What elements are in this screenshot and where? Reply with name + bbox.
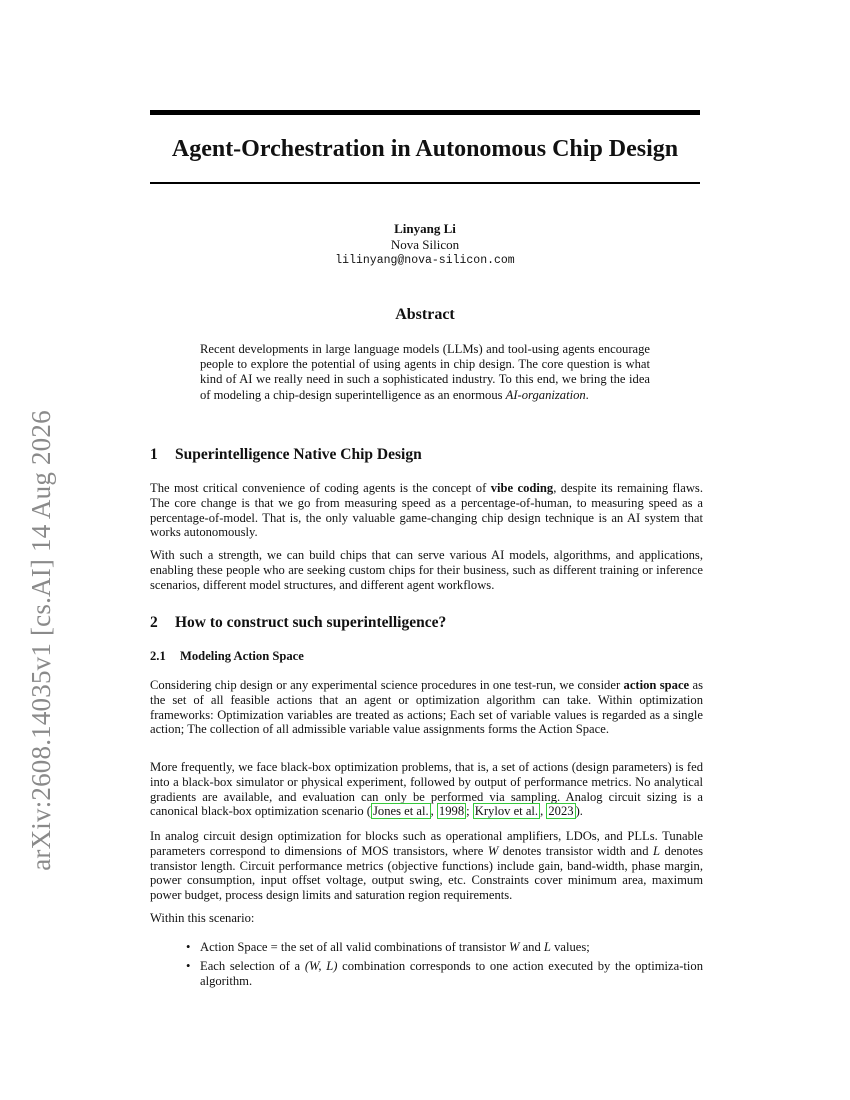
citation-link[interactable]: Jones et al. [373,804,429,819]
abstract-body [200,342,650,403]
title-top-rule [150,110,700,115]
section-2-paragraph-3 [150,829,703,903]
abstract-text: Recent developments in large language models (LLMs) and tool-using agents encourage people to explore the potential of using agents in chip design. The core question is what kind of AI we really need in such a sophisticated industry. To this end, we bring the idea of modeling a chip-design superintelligence as an enormous [200,342,650,402]
text-run: More frequently, we face black-box optimization problems, that is, a set of actions (design parameters) is fed into a black-box simulator or physical experiment, followed by output of performance metrics. No analytical gradients are available, and evaluation can only be performed via sampling. Analog circuit sizing is a canonical black-box optimization scenario ( [150,760,703,819]
math-variable: (W, L) [304,958,338,973]
math-variable: W [487,843,499,858]
section-number: 1 [150,446,158,463]
text-run: as the set of all feasible actions that an agent or optimization algorithm can take. Within optimization frameworks: Optimization variables are treated as actions; Each set of variable values is regarded as a single action; The collection of all admissible variable value assignments forms the Action Space. [150,678,703,737]
text-run: denotes transistor length. Circuit performance metrics (objective functions) include gain, band-width, phase margin, power consumption, input offset voltage, output swing, etc. Constraints cover minimum area, maximum power budget, process design limits and saturation region requirements. [150,843,703,903]
section-1-paragraph-1 [150,481,703,540]
section-2-paragraph-4: Within this scenario: [150,911,255,925]
author-name: Linyang Li [394,221,456,236]
section-1-paragraph-2: With such a strength, we can build chips that can serve various AI models, algorithms, and applications, enabling these people who are seeking custom chips for their business, such as different training or inference scenarios, different model structures, and different agent workflows. [150,548,703,592]
text-run: denotes transistor width and [498,843,654,858]
text-run: Considering chip design or any experimental science procedures in one test-run, we consider [150,678,624,692]
section-2-heading [150,614,446,632]
text-run: Each selection of a [200,958,305,973]
text-run: values; [550,940,590,954]
subsection-title: Modeling Action Space [180,649,304,663]
section-2-paragraph-1 [150,678,703,737]
section-title: Superintelligence Native Chip Design [175,446,422,463]
bold-term: action space [623,678,690,692]
citation-link[interactable]: 2023 [548,804,574,819]
text-run: combination corresponds to one action executed by the optimiza-tion algorithm. [200,958,703,988]
author-affiliation: Nova Silicon [390,237,460,252]
text-run: Action Space = the set of all valid combinations of transistor [200,940,509,954]
citation-link[interactable]: Krylov et al. [474,804,539,819]
bullet-list [183,940,703,992]
list-item [183,959,703,989]
text-run: The most critical convenience of coding agents is the concept of [150,481,491,495]
text-run: and [519,940,544,954]
list-item [183,940,703,955]
author-block [150,221,700,269]
citation-link[interactable]: 1998 [438,804,465,819]
section-1-heading [150,446,422,464]
text-run: , despite its remaining flaws. The core change is that we go from measuring speed as a percentage-of-human, to measuring speed as a percentage-of-model. That is, the only valuable game-changing chip design technique is an AI system that works autonomously. [150,481,703,540]
bold-term: vibe coding [490,481,554,495]
arxiv-identifier: arXiv:2608.14035v1 [cs.AI] 14 Aug 2026 [25,409,56,871]
section-title: How to construct such superintelligence? [175,614,447,631]
subsection-2-1-heading [150,649,304,664]
abstract-heading: Abstract [395,306,455,323]
abstract-end: . [585,387,589,402]
section-number: 2 [150,614,158,631]
bullet-icon: • [186,958,191,973]
arxiv-side-stamp [19,398,63,882]
text-run: In analog circuit design optimization for blocks such as operational amplifiers, LDOs, and PLLs. Tunable parameters correspond to dimensions of MOS transistors, where [150,829,703,858]
paper-title: Agent-Orchestration in Autonomous Chip Design [171,136,679,162]
bullet-icon: • [186,940,191,954]
text-run: ). [575,804,583,819]
abstract-emphasis: AI-organization [505,387,586,402]
section-2-paragraph-2: More frequently, we face black-box optimization problems, that is, a set of actions (design parameters) is fed into a black-box simulator or physical experiment, followed by output of performance metrics. No analytical gradients are available, and evaluation can only be performed via sampling. Analog circuit sizing is a canonical black-box optimization scenario ( Jones et al. , 1998 ; Krylov et al. , 2023 ). [150,760,703,819]
title-bottom-rule [150,182,700,184]
math-variable: L [653,843,661,858]
author-email: lilinyang@nova-silicon.com [335,254,515,267]
subsection-number: 2.1 [150,649,166,663]
math-variable: W [508,940,520,954]
math-variable: L [543,940,551,954]
